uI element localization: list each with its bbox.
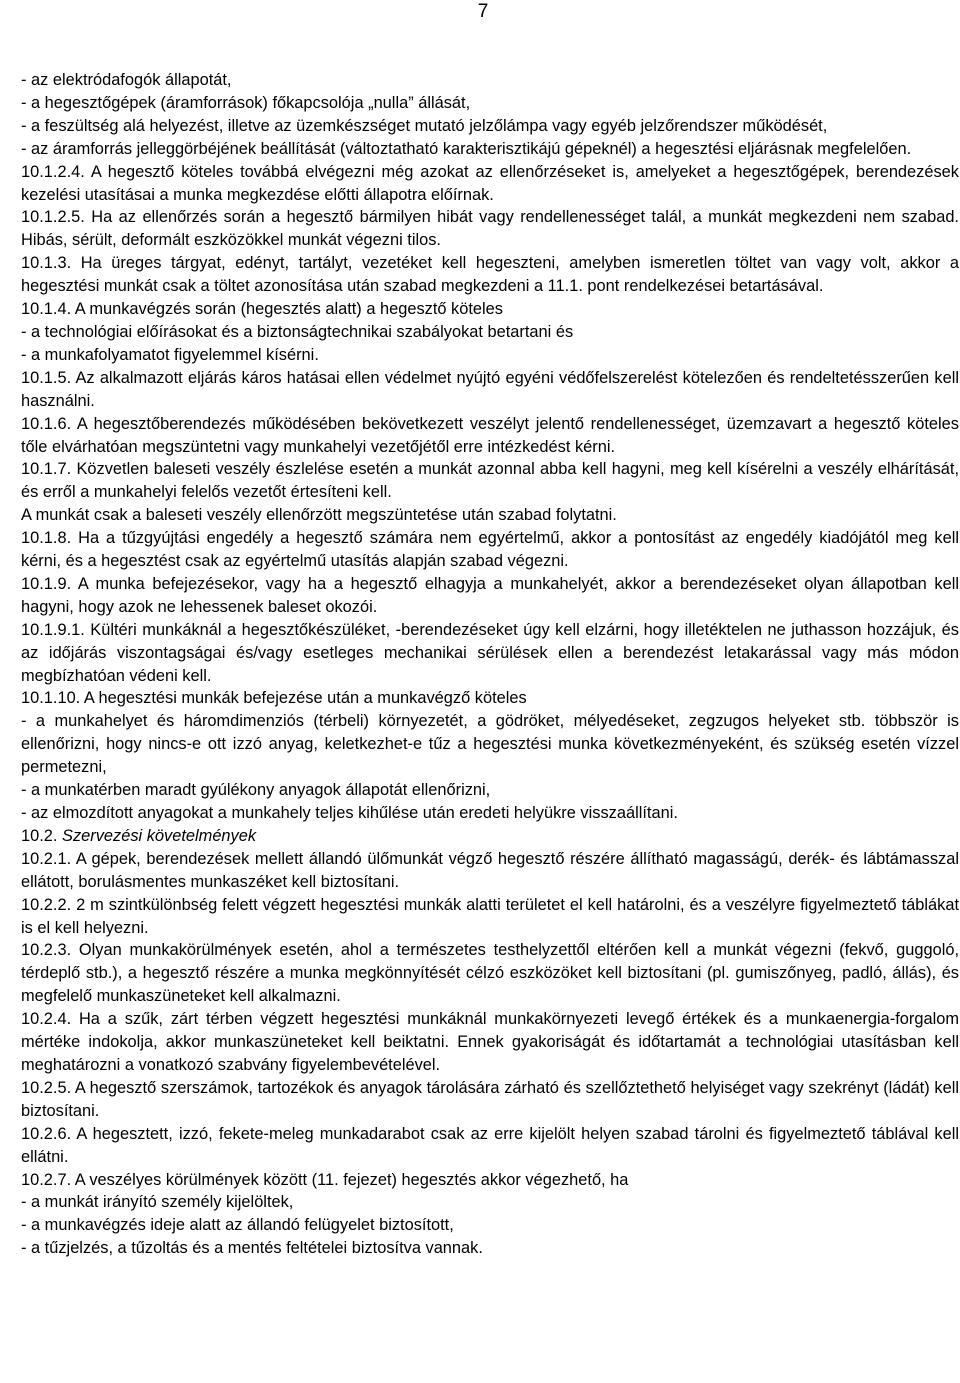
paragraph: 10.1.4. A munkavégzés során (hegesztés alatt) a hegesztő köteles — [21, 300, 503, 319]
paragraph: - a tűzjelzés, a tűzoltás és a mentés feltételei biztosítva vannak. — [21, 1239, 483, 1258]
paragraph: 10.2.4. Ha a szűk, zárt térben végzett hegesztési munkáknál munkakörnyezeti levegő értékek és a munkaenergia-forgalom mértéke indokolja, akkor munkaszüneteket kell beiktatni. Ennek gyakoriságát és időtartamát a technológiai utasításban kell meghatározni a vonatkozó szabvány figyelembevételével. — [21, 1010, 959, 1074]
paragraph: 10.1.8. Ha a tűzgyújtási engedély a hegesztő számára nem egyértelmű, akkor a pontosítást az engedély kiadójától meg kell kérni, és a hegesztést csak az egyértelmű utasítás alapján szabad végezni. — [21, 529, 959, 571]
paragraph: 10.1.3. Ha üreges tárgyat, edényt, tartályt, vezetéket kell hegeszteni, amelyben ismeretlen töltet van vagy volt, akkor a hegesztési munkát csak a töltet azonosítása után szabad megkezdeni a 11.1. pont rendelkezései betartásával. — [21, 254, 959, 296]
paragraph: A munkát csak a baleseti veszély ellenőrzött megszüntetése után szabad folytatni. — [21, 506, 617, 525]
paragraph: - a munkahelyet és háromdimenziós (térbeli) környezetét, a gödröket, mélyedéseket, zegzugos helyeket stb. többször is ellenőrizni, hogy nincs-e ott izzó anyag, keletkezhet-e tűz a hegesztési munka következményeként, és szükség esetén vízzel permetezni, — [21, 712, 959, 777]
paragraph: 10.2.6. A hegesztett, izzó, fekete-meleg munkadarabot csak az erre kijelölt helyen szabad tárolni és figyelmeztető táblával kell ellátni. — [21, 1124, 959, 1166]
paragraph: 10.1.6. A hegesztőberendezés működésében bekövetkezett veszélyt jelentő rendellenességet, üzemzavart a hegesztő köteles tőle elvárhatóan megszüntetni vagy munkahelyi vezetőjétől erre intézkedést kérni. — [21, 414, 959, 456]
paragraph: 10.2.2. 2 m szintkülönbség felett végzett hegesztési munkák alatti területet el kell határolni, és a veszélyre figyelmeztető táblákat is el kell helyezni. — [21, 895, 959, 937]
paragraph: - a technológiai előírásokat és a biztonságtechnikai szabályokat betartani és — [21, 322, 574, 341]
paragraph: 10.2.7. A veszélyes körülmények között (11. fejezet) hegesztés akkor végezhető, ha — [21, 1170, 629, 1189]
paragraph: - a hegesztőgépek (áramforrások) főkapcsolója „nulla” állását, — [21, 93, 471, 112]
paragraph: 10.1.9. A munka befejezésekor, vagy ha a hegesztő elhagyja a munkahelyét, akkor a berendezéseket olyan állapotban kell hagyni, hogy azok ne lehessenek baleset okozói. — [21, 574, 959, 616]
paragraph: 10.1.7. Közvetlen baleseti veszély észlelése esetén a munkát azonnal abba kell hagyni, meg kell kísérelni a veszély elhárítását, és erről a munkahelyi felelős vezetőt értesíteni kell. — [21, 460, 959, 502]
paragraph: 10.2.3. Olyan munkakörülmények esetén, ahol a természetes testhelyzettől eltérően kell a munkát végezni (fekvő, guggoló, térdeplő stb.), a hegesztő részére a munka megkönnyítését célzó eszközöket kell biztosítani (pl. gumiszőnyeg, padló, állás), és megfelelő munkaszüneteket kell alkalmazni. — [21, 941, 959, 1006]
paragraph: - a feszültség alá helyezést, illetve az üzemkészséget mutató jelzőlámpa vagy egyéb jelzőrendszer működését, — [21, 116, 828, 135]
section-number: 10.2. — [21, 826, 63, 845]
paragraph: 10.2.5. A hegesztő szerszámok, tartozékok és anyagok tárolására zárható és szellőztethető helyiséget vagy szekrényt (ládát) kell biztosítani. — [21, 1078, 959, 1120]
paragraph: - az elmozdított anyagokat a munkahely teljes kihűlése után eredeti helyükre visszaállítani. — [21, 804, 678, 822]
section-heading — [0, 825, 959, 848]
paragraph: 10.1.5. Az alkalmazott eljárás káros hatásai ellen védelmet nyújtó egyéni védőfelszerelést kötelezően és rendeltetésszerűen kell használni. — [21, 368, 959, 410]
paragraph: - a munkafolyamatot figyelemmel kísérni. — [21, 345, 319, 364]
paragraph: - az áramforrás jelleggörbéjének beállítását (változtatható karakterisztikájú gépeknél) a hegesztési eljárásnak megfelelően. — [21, 139, 912, 158]
paragraph: 10.1.2.5. Ha az ellenőrzés során a hegesztő bármilyen hibát vagy rendellenességet talál, a munkát megkezdeni nem szabad. Hibás, sérült, deformált eszközökkel munkát végezni tilos. — [21, 208, 959, 250]
page-number: 7 — [477, 1, 489, 22]
document-body — [0, 69, 959, 1260]
paragraph: - a munkavégzés ideje alatt az állandó felügyelet biztosított, — [21, 1216, 454, 1235]
paragraph: - a munkatérben maradt gyúlékony anyagok állapotát ellenőrizni, — [21, 781, 491, 800]
paragraph: - az elektródafogók állapotát, — [21, 71, 232, 89]
section-title: Szervezési követelmények — [62, 826, 257, 845]
paragraph: 10.2.1. A gépek, berendezések mellett állandó ülőmunkát végző hegesztő részére állítható magasságú, derék- és lábtámasszal ellátott, borulásmentes munkaszéket kell biztosítani. — [21, 849, 959, 891]
paragraph: 10.1.9.1. Kültéri munkáknál a hegesztőkészüléket, -berendezéseket úgy kell elzárni, hogy illetéktelen ne juthasson hozzájuk, és az időjárás viszontagságai és/vagy esetleges mechanikai sérülések ellen a berendezést letakarással vagy más módon megbízhatóan védeni kell. — [21, 620, 959, 685]
paragraph: - a munkát irányító személy kijelöltek, — [21, 1193, 294, 1212]
paragraph: 10.1.10. A hegesztési munkák befejezése után a munkavégző köteles — [21, 689, 527, 708]
paragraph: 10.1.2.4. A hegesztő köteles továbbá elvégezni még azokat az ellenőrzéseket is, amelyeket a hegesztőgépek, berendezések kezelési utasításai a munka megkezdése előtti állapotra előírnak. — [21, 162, 959, 204]
